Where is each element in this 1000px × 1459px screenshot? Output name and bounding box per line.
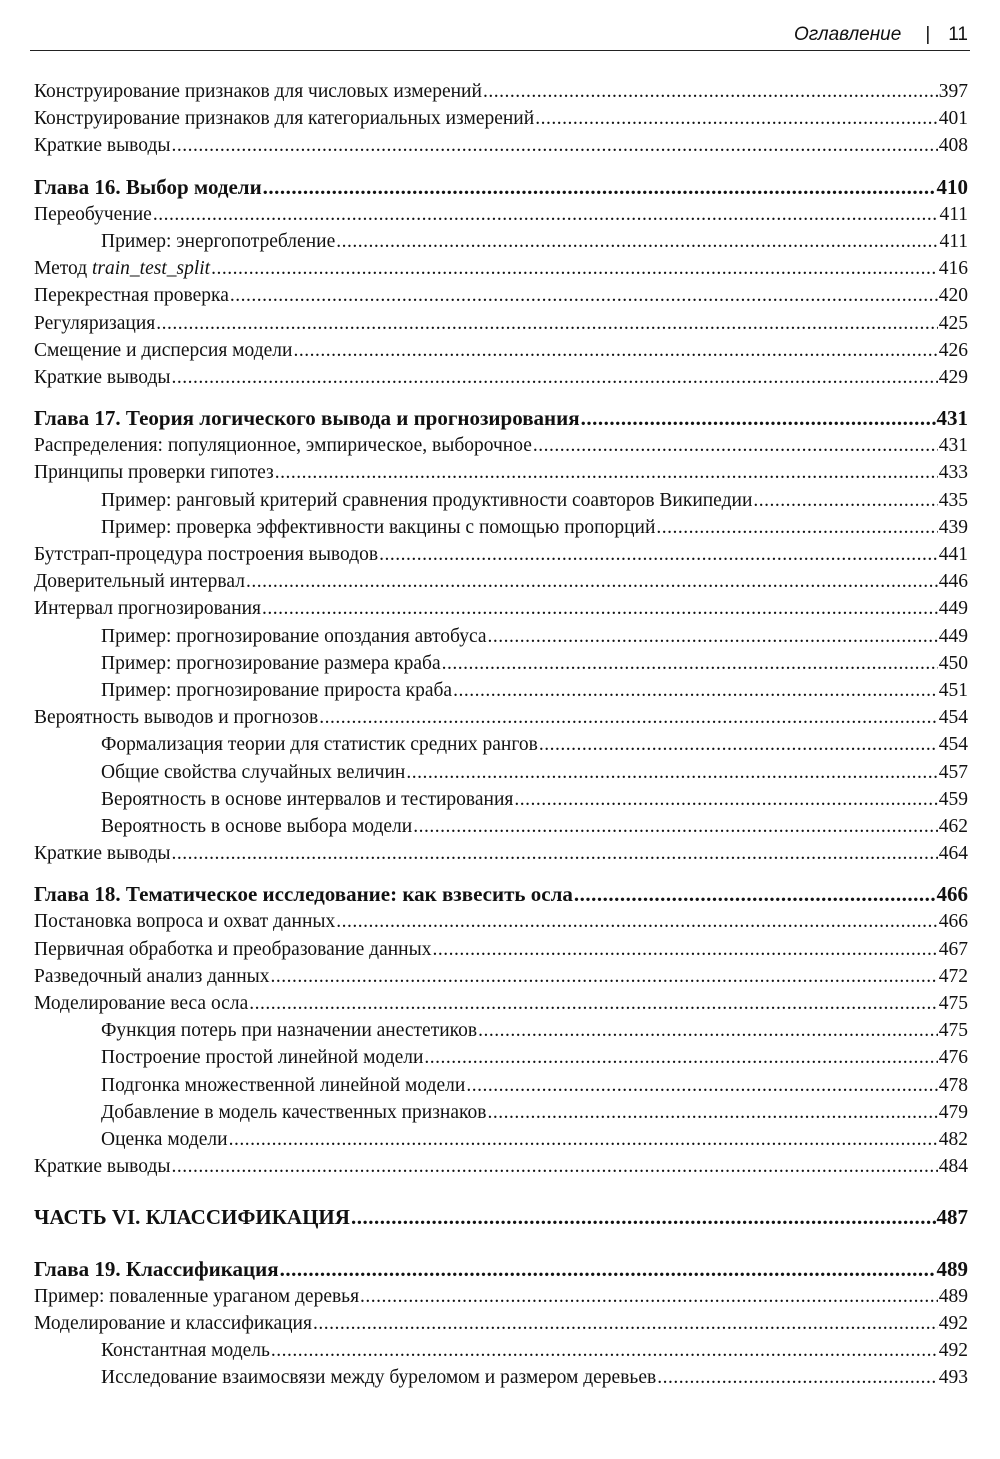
dot-leader [156, 310, 938, 337]
toc-entry-title: Краткие выводы [34, 843, 171, 865]
toc-entry[interactable] [34, 282, 968, 309]
toc-entry-title: Общие свойства случайных величин [101, 761, 406, 783]
toc-entry-title: Конструирование признаков для числовых измерений [34, 81, 482, 102]
page-header [30, 22, 970, 51]
toc-entry-page: 492 [938, 1340, 968, 1362]
toc-entry-page: 462 [938, 815, 968, 837]
toc-entry[interactable] [34, 459, 968, 486]
toc-entry[interactable] [34, 364, 968, 391]
toc-entry-page: 482 [938, 1128, 968, 1150]
dot-leader [442, 650, 938, 677]
running-head [794, 22, 968, 48]
toc-entry-title: Константная модель [101, 1340, 270, 1362]
toc-entry-title: Конструирование признаков для категориальных измерений [34, 108, 535, 130]
toc-entry[interactable] [34, 908, 968, 935]
toc-entry-title: Пример: прогнозирование прироста краба [101, 679, 453, 701]
toc-entry-title: Пример: прогнозирование опоздания автобуса [101, 625, 487, 647]
chapter-title: Глава 17. Теория логического вывода и прогнозирования [34, 406, 580, 431]
dot-leader [753, 487, 937, 514]
toc-subentry[interactable] [34, 228, 968, 255]
dot-leader [293, 337, 937, 364]
toc-entry-title: Функция потерь при назначении анестетиков [101, 1020, 478, 1042]
toc-entry-page: 411 [939, 230, 968, 252]
running-head-title: Оглавление [793, 24, 902, 45]
toc-entry[interactable] [34, 595, 968, 622]
toc-subentry[interactable] [34, 1017, 968, 1044]
toc-entry-page: 484 [938, 1156, 968, 1178]
toc-entry[interactable] [34, 1310, 968, 1337]
toc-entry-page: 493 [938, 1367, 968, 1389]
toc-entry-title: Пример: прогнозирование размера краба [101, 652, 441, 674]
toc-subentry[interactable] [34, 677, 968, 704]
section-gap [34, 160, 968, 174]
toc-entry-page: 431 [938, 435, 968, 457]
toc-entry-title: Первичная обработка и преобразование данных [34, 938, 432, 960]
toc-entry-title: Распределения: популяционное, эмпирическое, выборочное [34, 435, 532, 457]
toc-entry-title: Добавление в модель качественных признаков [101, 1101, 487, 1123]
toc-subentry[interactable] [34, 487, 968, 514]
toc-entry-title: Переобучение [34, 203, 152, 225]
dot-leader [280, 1256, 936, 1283]
dot-leader [432, 936, 937, 963]
dot-leader [336, 908, 937, 935]
part-title: ЧАСТЬ VI. КЛАССИФИКАЦИЯ [34, 1205, 350, 1230]
toc-entry-page: 479 [938, 1101, 968, 1123]
toc-entry-page: 464 [938, 843, 968, 865]
toc-entry-page: 466 [938, 911, 968, 933]
toc-entry-page: 475 [938, 993, 968, 1014]
toc-entry-title: Принципы проверки гипотез [34, 462, 274, 484]
toc-entry-page: 441 [938, 544, 968, 565]
toc-subentry[interactable] [34, 623, 968, 650]
toc-subentry[interactable] [34, 1099, 968, 1126]
toc-subentry[interactable] [34, 1126, 968, 1153]
chapter-17-entries [34, 432, 968, 867]
toc-entry-page: 454 [938, 734, 968, 756]
toc-entry-title: Смещение и дисперсия модели [34, 339, 293, 361]
toc-entry-title: Интервал прогнозирования [34, 598, 262, 620]
dot-leader [249, 990, 938, 1017]
dot-leader [466, 1072, 937, 1099]
dot-leader [514, 786, 937, 813]
toc-entry-title [34, 255, 210, 282]
toc-entry-title: Пример: ранговый критерий сравнения продуктивности соавторов Википедии [101, 489, 753, 511]
toc-entry[interactable] [34, 310, 968, 337]
toc-entry-page: 435 [938, 489, 968, 511]
toc-entry-title: Краткие выводы [34, 1156, 171, 1178]
toc-entry-title: Исследование взаимосвязи между буреломом и размером деревьев [101, 1367, 657, 1389]
toc-entry-page: 472 [938, 965, 968, 987]
toc-entry[interactable] [34, 990, 968, 1017]
toc-entry[interactable] [34, 568, 968, 595]
toc-entry-page: 449 [938, 625, 968, 647]
toc-entry-page: 489 [938, 1285, 968, 1307]
toc-entry-page: 454 [938, 707, 968, 729]
dot-leader [379, 541, 938, 568]
dot-leader [453, 677, 938, 704]
chapter-page: 466 [936, 882, 968, 907]
chapter-title: Глава 16. Выбор модели [34, 174, 262, 199]
toc-entry-page: 467 [938, 938, 968, 960]
toc-entry-page: 476 [938, 1047, 968, 1069]
toc-entry-title: Вероятность в основе интервалов и тестирования [101, 788, 514, 810]
toc-entry-page: 397 [938, 81, 968, 102]
toc-entry-code: train_test_split [92, 258, 211, 280]
toc-entry-page: 439 [938, 516, 968, 538]
toc-entry-page: 408 [938, 135, 968, 157]
dot-leader [336, 228, 938, 255]
dot-leader [360, 1283, 938, 1310]
table-of-contents [34, 78, 968, 1391]
toc-subentry[interactable] [34, 1364, 968, 1391]
dot-leader [229, 1126, 938, 1153]
toc-entry-page: 457 [938, 761, 968, 783]
toc-entry-page: 450 [938, 652, 968, 674]
toc-entry[interactable] [34, 840, 968, 867]
toc-entry-page: 420 [938, 285, 968, 307]
toc-entry[interactable] [34, 936, 968, 963]
toc-subentry[interactable] [34, 813, 968, 840]
dot-leader [478, 1017, 938, 1044]
dot-leader [171, 132, 937, 159]
dot-leader [406, 759, 937, 786]
dot-leader [581, 405, 936, 432]
toc-entry[interactable] [34, 201, 968, 228]
dot-leader [413, 813, 938, 840]
toc-entry-page: 449 [938, 598, 968, 620]
dot-leader [171, 1153, 937, 1180]
toc-entry-page: 425 [938, 312, 968, 334]
toc-entry[interactable] [34, 432, 968, 459]
dot-leader [313, 1310, 938, 1337]
toc-subentry[interactable] [34, 731, 968, 758]
dot-leader [657, 1364, 938, 1391]
toc-subentry[interactable] [34, 1044, 968, 1071]
chapter-19-entries [34, 1283, 968, 1392]
toc-entry-page: 429 [938, 366, 968, 388]
toc-entry-page: 411 [939, 203, 968, 225]
dot-leader [424, 1044, 937, 1071]
toc-entry[interactable] [34, 255, 968, 282]
toc-subentry[interactable] [34, 786, 968, 813]
toc-entry-page: 446 [938, 571, 968, 593]
toc-entry[interactable] [34, 132, 968, 159]
dot-leader [535, 105, 938, 132]
toc-entry-title: Разведочный анализ данных [34, 965, 270, 987]
toc-subentry[interactable] [34, 514, 968, 541]
page-number: 11 [948, 24, 968, 45]
running-head-separator: | [925, 24, 931, 45]
toc-entry-page: 426 [938, 339, 968, 361]
toc-entry-page: 433 [938, 462, 968, 484]
section-gap [34, 867, 968, 881]
toc-part-6[interactable] [34, 1204, 968, 1231]
dot-leader [262, 595, 938, 622]
toc-entry-title: Краткие выводы [34, 366, 171, 388]
toc-entry-title: Моделирование и классификация [34, 1312, 312, 1334]
toc-subentry[interactable] [34, 650, 968, 677]
section-gap [34, 1232, 968, 1256]
toc-entry-page: 492 [938, 1312, 968, 1334]
toc-subentry[interactable] [34, 1072, 968, 1099]
chapter-page: 410 [936, 174, 968, 199]
dot-leader [539, 731, 938, 758]
toc-entry-title: Краткие выводы [34, 135, 171, 157]
toc-entry-page: 451 [938, 679, 968, 701]
toc-entry-title: Постановка вопроса и охват данных [34, 911, 336, 933]
toc-entry-title: Подгонка множественной линейной модели [101, 1074, 466, 1096]
toc-entry-page: 416 [938, 258, 968, 280]
toc-entry-page: 475 [938, 1020, 968, 1042]
dot-leader [487, 1099, 937, 1126]
toc-entry-title: Пример: энергопотребление [101, 230, 336, 252]
dot-leader [246, 568, 938, 595]
toc-entry[interactable] [34, 1283, 968, 1310]
dot-leader [488, 623, 938, 650]
toc-entry-title: Бутстрап-процедура построения выводов [34, 544, 379, 565]
dot-leader [270, 963, 937, 990]
dot-leader [153, 201, 939, 228]
toc-entry-page: 478 [938, 1074, 968, 1096]
toc-entry-page: 459 [938, 788, 968, 810]
toc-entry-title: Перекрестная проверка [34, 285, 229, 307]
dot-leader [319, 704, 938, 731]
chapter-18-entries [34, 908, 968, 1180]
toc-entry-title: Оценка модели [101, 1128, 228, 1150]
dot-leader [574, 881, 936, 908]
dot-leader [171, 364, 937, 391]
toc-entry-title: Пример: проверка эффективности вакцины с помощью пропорций [101, 516, 656, 538]
dot-leader [263, 174, 936, 201]
chapter-title: Глава 19. Классификация [34, 1256, 279, 1281]
toc-entry[interactable] [34, 337, 968, 364]
toc-entry-prefix: Метод [34, 258, 92, 280]
dot-leader [656, 514, 937, 541]
toc-chapter-19[interactable] [34, 1256, 968, 1283]
dot-leader [271, 1337, 938, 1364]
toc-entry[interactable] [34, 105, 968, 132]
toc-chapter-18[interactable] [34, 881, 968, 908]
toc-entry-title: Доверительный интервал [34, 571, 245, 593]
toc-subentry[interactable] [34, 759, 968, 786]
chapter-page: 489 [936, 1256, 968, 1281]
chapter-page: 431 [936, 406, 968, 431]
dot-leader [211, 255, 938, 282]
part-page: 487 [936, 1205, 968, 1230]
toc-entry[interactable] [34, 541, 968, 568]
toc-entry-page: 401 [938, 108, 968, 130]
dot-leader [533, 432, 938, 459]
toc-entry[interactable] [34, 1153, 968, 1180]
toc-chapter-17[interactable] [34, 405, 968, 432]
toc-entry-title: Построение простой линейной модели [101, 1047, 424, 1069]
toc-entry-title: Вероятность выводов и прогнозов [34, 707, 319, 729]
dot-leader [171, 840, 937, 867]
toc-entry-title: Пример: поваленные ураганом деревья [34, 1285, 360, 1307]
dot-leader [483, 78, 938, 105]
section-gap [34, 391, 968, 405]
dot-leader [351, 1204, 936, 1231]
toc-entry-title: Вероятность в основе выбора модели [101, 815, 413, 837]
toc-entry-title: Моделирование веса осла [34, 993, 249, 1014]
toc-subentry[interactable] [34, 1337, 968, 1364]
section-gap [34, 1180, 968, 1204]
dot-leader [275, 459, 938, 486]
chapter-title: Глава 18. Тематическое исследование: как взвесить осла [34, 882, 573, 907]
toc-entry-title: Регуляризация [34, 312, 156, 334]
toc-entry[interactable] [34, 78, 968, 105]
toc-entry[interactable] [34, 963, 968, 990]
toc-chapter-16[interactable] [34, 174, 968, 201]
toc-entry[interactable] [34, 704, 968, 731]
dot-leader [230, 282, 938, 309]
toc-entry-title: Формализация теории для статистик средних рангов [101, 734, 538, 756]
